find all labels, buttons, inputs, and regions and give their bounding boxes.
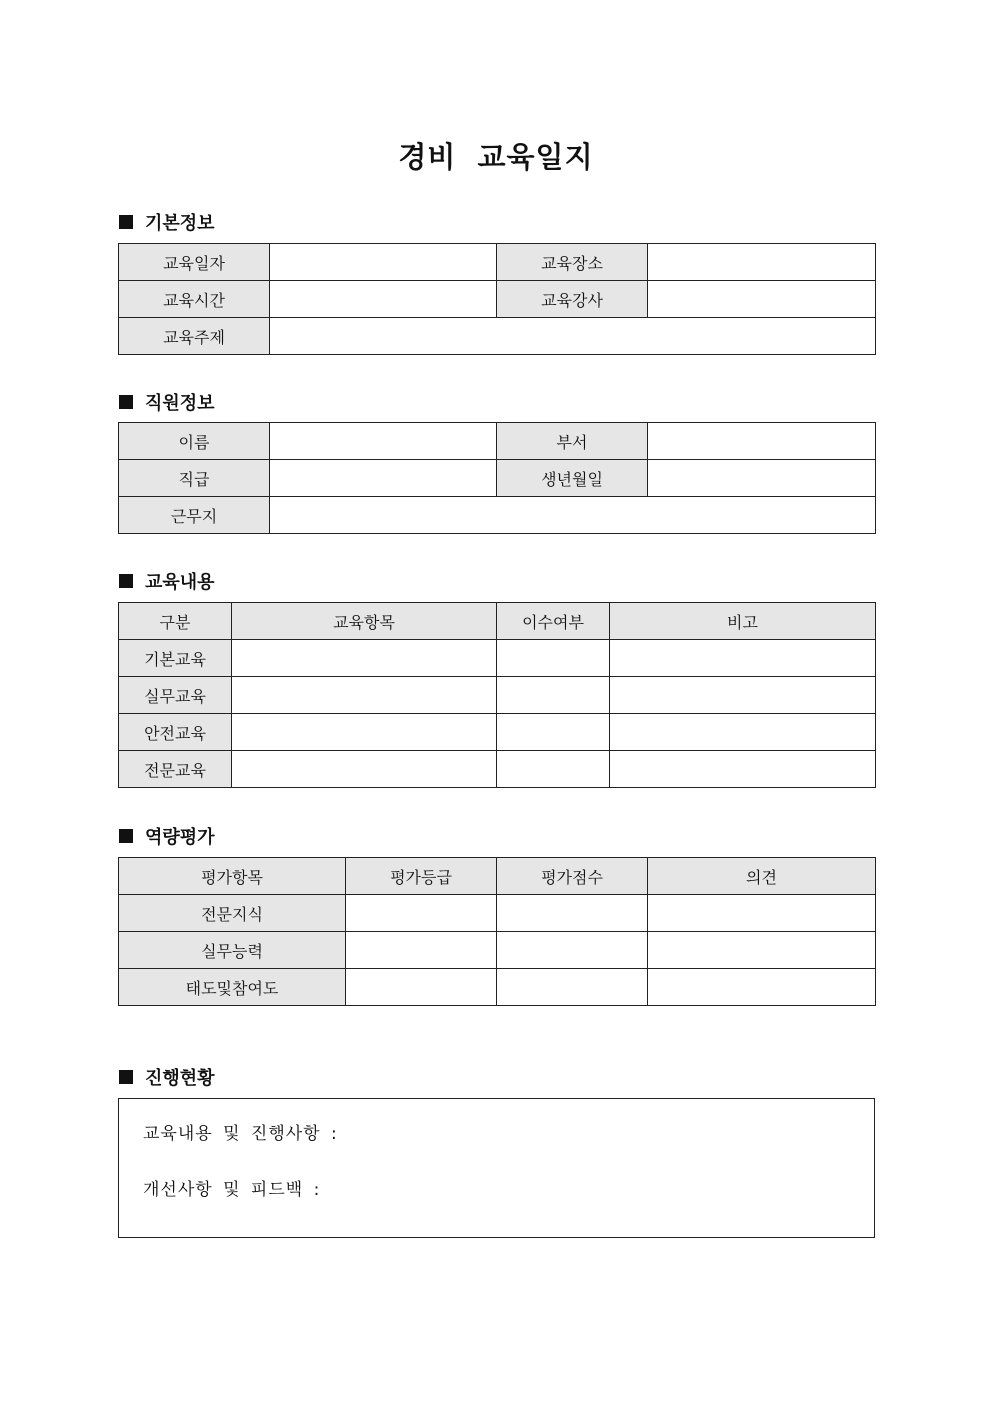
section-heading-eval [119, 824, 215, 848]
page-title: 경비 교육일지 [398, 140, 594, 174]
table-row [119, 714, 876, 751]
field-workplace[interactable] [270, 497, 876, 534]
row-label: 안전교육 [119, 714, 232, 751]
field-completion[interactable] [497, 714, 610, 751]
field-score[interactable] [497, 932, 648, 969]
section-heading-progress [119, 1065, 215, 1089]
label-rank: 직급 [119, 460, 270, 497]
table-row [119, 895, 876, 932]
label-dept: 부서 [497, 423, 648, 460]
field-instructor[interactable] [648, 281, 876, 318]
column-header: 교육항목 [232, 603, 497, 640]
progress-line-content: 교육내용 및 진행사항 : [143, 1124, 338, 1144]
table-row [119, 281, 876, 318]
field-name[interactable] [270, 423, 497, 460]
column-header: 구분 [119, 603, 232, 640]
field-dept[interactable] [648, 423, 876, 460]
square-bullet-icon [119, 215, 133, 229]
column-header: 의견 [648, 858, 876, 895]
field-grade[interactable] [346, 932, 497, 969]
field-score[interactable] [497, 895, 648, 932]
education-content-table [118, 602, 876, 788]
label-time: 교육시간 [119, 281, 270, 318]
column-header: 평가점수 [497, 858, 648, 895]
field-completion[interactable] [497, 677, 610, 714]
table-row [119, 423, 876, 460]
section-heading-basic [119, 210, 215, 234]
section-heading-label: 교육내용 [145, 572, 215, 593]
label-place: 교육장소 [497, 244, 648, 281]
row-label: 전문교육 [119, 751, 232, 788]
table-row [119, 318, 876, 355]
field-note[interactable] [610, 751, 876, 788]
field-item[interactable] [232, 714, 497, 751]
label-date: 교육일자 [119, 244, 270, 281]
section-heading-staff [119, 390, 215, 414]
square-bullet-icon [119, 829, 133, 843]
table-row [119, 969, 876, 1006]
section-heading-label: 진행현황 [145, 1068, 215, 1089]
field-place[interactable] [648, 244, 876, 281]
table-row [119, 677, 876, 714]
label-topic: 교육주제 [119, 318, 270, 355]
label-workplace: 근무지 [119, 497, 270, 534]
field-item[interactable] [232, 640, 497, 677]
field-opinion[interactable] [648, 969, 876, 1006]
square-bullet-icon [119, 1070, 133, 1084]
field-item[interactable] [232, 751, 497, 788]
field-note[interactable] [610, 677, 876, 714]
field-time[interactable] [270, 281, 497, 318]
row-label: 기본교육 [119, 640, 232, 677]
section-heading-label: 역량평가 [145, 827, 215, 848]
competency-eval-table [118, 857, 876, 1006]
section-heading-label: 직원정보 [145, 393, 215, 414]
table-row [119, 497, 876, 534]
label-instructor: 교육강사 [497, 281, 648, 318]
square-bullet-icon [119, 574, 133, 588]
column-header: 평가항목 [119, 858, 346, 895]
table-row [119, 932, 876, 969]
progress-line-feedback: 개선사항 및 피드백 : [143, 1180, 321, 1200]
square-bullet-icon [119, 395, 133, 409]
basic-info-table [118, 243, 876, 355]
label-birth: 생년월일 [497, 460, 648, 497]
field-opinion[interactable] [648, 932, 876, 969]
field-score[interactable] [497, 969, 648, 1006]
row-label: 실무능력 [119, 932, 346, 969]
field-grade[interactable] [346, 969, 497, 1006]
column-header: 이수여부 [497, 603, 610, 640]
field-item[interactable] [232, 677, 497, 714]
row-label: 태도및참여도 [119, 969, 346, 1006]
row-label: 전문지식 [119, 895, 346, 932]
table-row [119, 640, 876, 677]
field-completion[interactable] [497, 640, 610, 677]
progress-box[interactable] [118, 1098, 875, 1238]
row-label: 실무교육 [119, 677, 232, 714]
field-date[interactable] [270, 244, 497, 281]
table-row [119, 460, 876, 497]
table-row [119, 751, 876, 788]
section-heading-label: 기본정보 [145, 213, 215, 234]
column-header: 평가등급 [346, 858, 497, 895]
table-header-row [119, 858, 876, 895]
field-topic[interactable] [270, 318, 876, 355]
staff-info-table [118, 422, 876, 534]
field-note[interactable] [610, 714, 876, 751]
label-name: 이름 [119, 423, 270, 460]
table-row [119, 244, 876, 281]
table-header-row [119, 603, 876, 640]
column-header: 비고 [610, 603, 876, 640]
field-opinion[interactable] [648, 895, 876, 932]
field-completion[interactable] [497, 751, 610, 788]
field-grade[interactable] [346, 895, 497, 932]
field-rank[interactable] [270, 460, 497, 497]
field-note[interactable] [610, 640, 876, 677]
field-birth[interactable] [648, 460, 876, 497]
section-heading-content [119, 569, 215, 593]
